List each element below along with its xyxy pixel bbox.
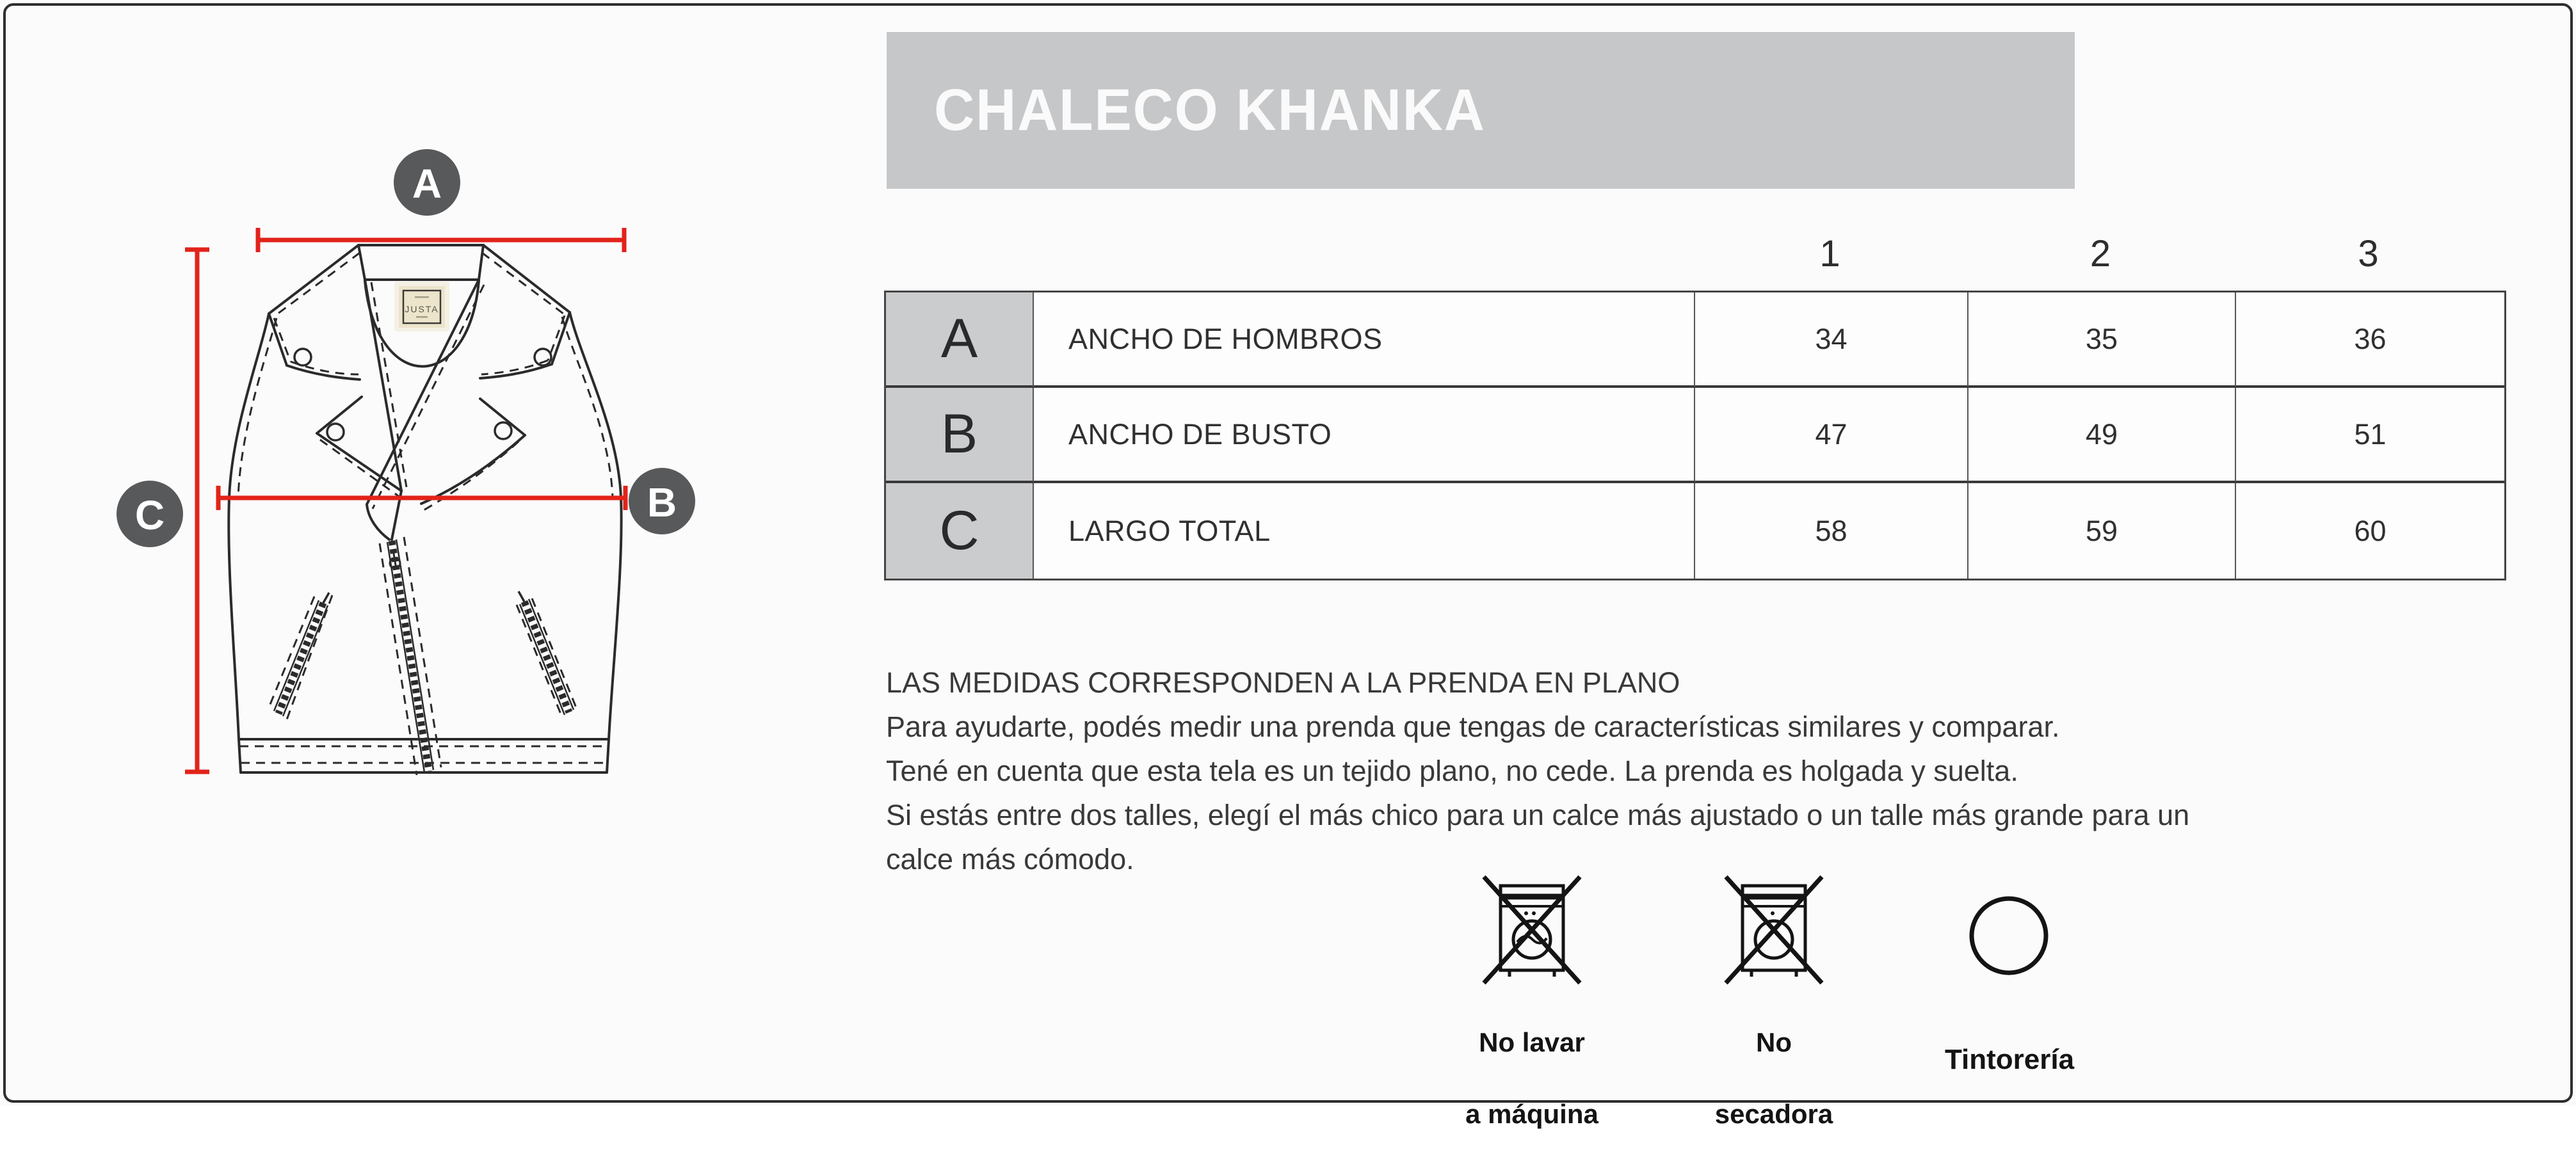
- cell-value: 59: [1968, 483, 2236, 579]
- marker-c: [117, 481, 183, 547]
- care-label-line: No lavar: [1479, 1027, 1585, 1057]
- notes-line: Tené en cuenta que esta tela es un tejido plano, no cede. La prenda es holgada y suelta.: [886, 755, 2018, 787]
- title-banner: [887, 32, 2075, 189]
- cell-value: 47: [1695, 388, 1968, 483]
- brand-tag-label: JUSTA: [405, 304, 439, 314]
- row-key: A: [886, 292, 1034, 388]
- marker-c-letter: C: [134, 492, 165, 538]
- care-label-line: a máquina: [1465, 1099, 1598, 1129]
- measurement-markers: [117, 149, 695, 547]
- size-header-3: 3: [2358, 233, 2379, 275]
- no-tumble-dry-icon: [1719, 876, 1828, 984]
- notes-line: calce más cómodo.: [886, 843, 1134, 876]
- cell-value: 60: [2354, 514, 2387, 547]
- cell-value: 36: [2236, 292, 2504, 388]
- size-header-1: 1: [1819, 233, 1840, 275]
- vest-zippers: [274, 540, 574, 772]
- care-label-no-machine-wash: [1404, 989, 1660, 1168]
- cell-value: 58: [1695, 483, 1968, 579]
- measurement-notes: [886, 660, 2189, 881]
- care-label-dry-clean: [1881, 1006, 2137, 1114]
- vest-measurement-diagram: [70, 144, 730, 822]
- dry-clean-icon: [1967, 893, 2051, 978]
- notes-line: Para ayudarte, podés medir una prenda que tengas de características similares y comparar.: [886, 710, 2060, 743]
- row-key: C: [886, 483, 1034, 579]
- cell-value: 51: [2236, 388, 2504, 483]
- care-label-no-tumble-dry: [1646, 989, 1902, 1168]
- notes-line: Si estás entre dos talles, elegí el más chico para un calce más ajustado o un talle más grande para un: [886, 799, 2190, 831]
- measure-line-b: [218, 486, 625, 510]
- brand-tag: [394, 282, 449, 332]
- marker-a-letter: A: [412, 161, 442, 207]
- marker-b: [629, 468, 695, 534]
- measurement-table: [884, 291, 2506, 580]
- size-header-2: 2: [2089, 233, 2111, 275]
- cell-value: 35: [1968, 292, 2236, 388]
- cell-value: 49: [1968, 388, 2236, 483]
- page-title: CHALECO KHANKA: [934, 77, 1486, 143]
- measure-line-a: [258, 228, 624, 252]
- cell-value: 34: [1695, 292, 1968, 388]
- row-label: LARGO TOTAL: [1034, 483, 1695, 579]
- size-header-row: [1693, 230, 2502, 275]
- care-label-line: secadora: [1714, 1099, 1833, 1129]
- care-label-line: Tintorería: [1944, 1044, 2075, 1075]
- row-label: ANCHO DE BUSTO: [1034, 388, 1695, 483]
- marker-a: [394, 149, 460, 216]
- no-machine-wash-icon: [1477, 876, 1586, 984]
- row-key: B: [886, 388, 1034, 483]
- measure-line-c: [185, 250, 209, 772]
- notes-heading: LAS MEDIDAS CORRESPONDEN A LA PRENDA EN PLANO: [886, 666, 1680, 699]
- row-label: ANCHO DE HOMBROS: [1034, 292, 1695, 388]
- marker-b-letter: B: [647, 479, 677, 525]
- care-label-line: No: [1756, 1027, 1792, 1057]
